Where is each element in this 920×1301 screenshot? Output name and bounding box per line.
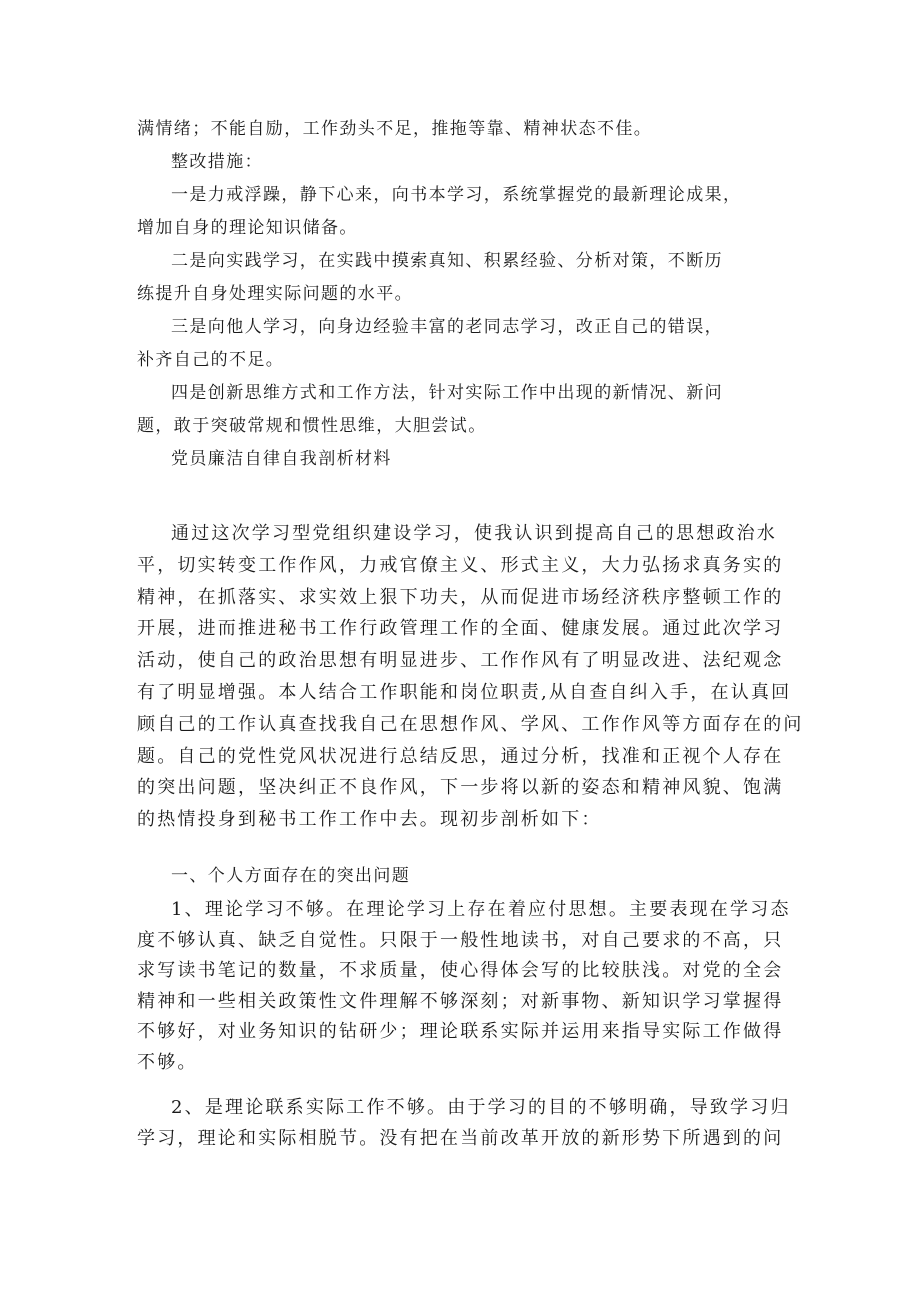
- text-line: 题。自己的党性党风状况进行总结反思，通过分析，找准和正视个人存在: [137, 745, 784, 767]
- text-line: 的突出问题，坚决纠正不良作风，下一步将以新的姿态和精神风貌、饱满: [137, 777, 784, 799]
- text-line: 不够好，对业务知识的钻研少；理论联系实际并运用来指导实际工作做得: [137, 1021, 784, 1042]
- text-line: 四是创新思维方式和工作方法，针对实际工作中出现的新情况、新问: [171, 383, 723, 403]
- text-line: 顾自己的工作认真查找我自己在思想作风、学风、工作作风等方面存在的问: [137, 713, 804, 735]
- text-line: 补齐自己的不足。: [137, 350, 285, 370]
- rectification-heading: 整改措施：: [171, 152, 263, 172]
- text-line: 二是向实践学习，在实践中摸索真知、积累经验、分析对策，不断历: [171, 251, 723, 271]
- text-line: 度不够认真、缺乏自觉性。只限于一般性地读书，对自己要求的不高，只: [137, 929, 784, 951]
- text-line: 满情绪；不能自励，工作劲头不足，推拖等靠、精神状态不佳。: [137, 119, 653, 139]
- document-title: 党员廉洁自律自我剖析材料: [171, 449, 392, 469]
- text-line: 求写读书笔记的数量，不求质量，使心得体会写的比较肤浅。对党的全会: [137, 960, 784, 981]
- text-line: 精神，在抓落实、求实效上狠下功夫，从而促进市场经济秩序整顿工作的: [137, 586, 784, 608]
- text-line: 的热情投身到秘书工作工作中去。现初步剖析如下：: [137, 809, 602, 831]
- text-line: 平，切实转变工作作风，力戒官僚主义、形式主义，大力弘扬求真务实的: [137, 554, 784, 576]
- text-line: 有了明显增强。本人结合工作职能和岗位职责,从自查自纠入手，在认真回: [137, 681, 792, 703]
- text-line: 三是向他人学习，向身边经验丰富的老同志学习，改正自己的错误，: [171, 317, 723, 337]
- text-line: 1、理论学习不够。在理论学习上存在着应付思想。主要表现在学习态: [171, 899, 791, 920]
- text-line: 不够。: [137, 1051, 198, 1073]
- issue-1-paragraph: [137, 895, 797, 1078]
- text-line: 2、是理论联系实际工作不够。由于学习的目的不够明确，导致学习归: [171, 1097, 791, 1118]
- section-heading: 一、个人方面存在的突出问题: [171, 866, 411, 886]
- text-line: 通过这次学习型党组织建设学习，使我认识到提高自己的思想政治水: [171, 523, 777, 544]
- text-line: 学习，理论和实际相脱节。没有把在当前改革开放的新形势下所遇到的问: [137, 1127, 784, 1149]
- text-line: 一是力戒浮躁，静下心来，向书本学习，系统掌握党的最新理论成果，: [171, 185, 742, 205]
- text-line: 题，敢于突破常规和惯性思维，大胆尝试。: [137, 416, 487, 436]
- issue-2-paragraph: [137, 1093, 797, 1154]
- text-line: 开展，进而推进秘书工作行政管理工作的全面、健康发展。通过此次学习: [137, 618, 784, 640]
- text-line: 练提升自身处理实际问题的水平。: [137, 284, 413, 304]
- text-line: 增加自身的理论知识储备。: [137, 218, 358, 238]
- intro-paragraph: [137, 518, 804, 836]
- text-line: 精神和一些相关政策性文件理解不够深刻；对新事物、新知识学习掌握得: [137, 990, 784, 1012]
- rectification-section: [137, 113, 797, 476]
- text-line: 活动，使自己的政治思想有明显进步、工作作风有了明显改进、法纪观念: [137, 650, 784, 672]
- section-heading-block: [137, 861, 797, 892]
